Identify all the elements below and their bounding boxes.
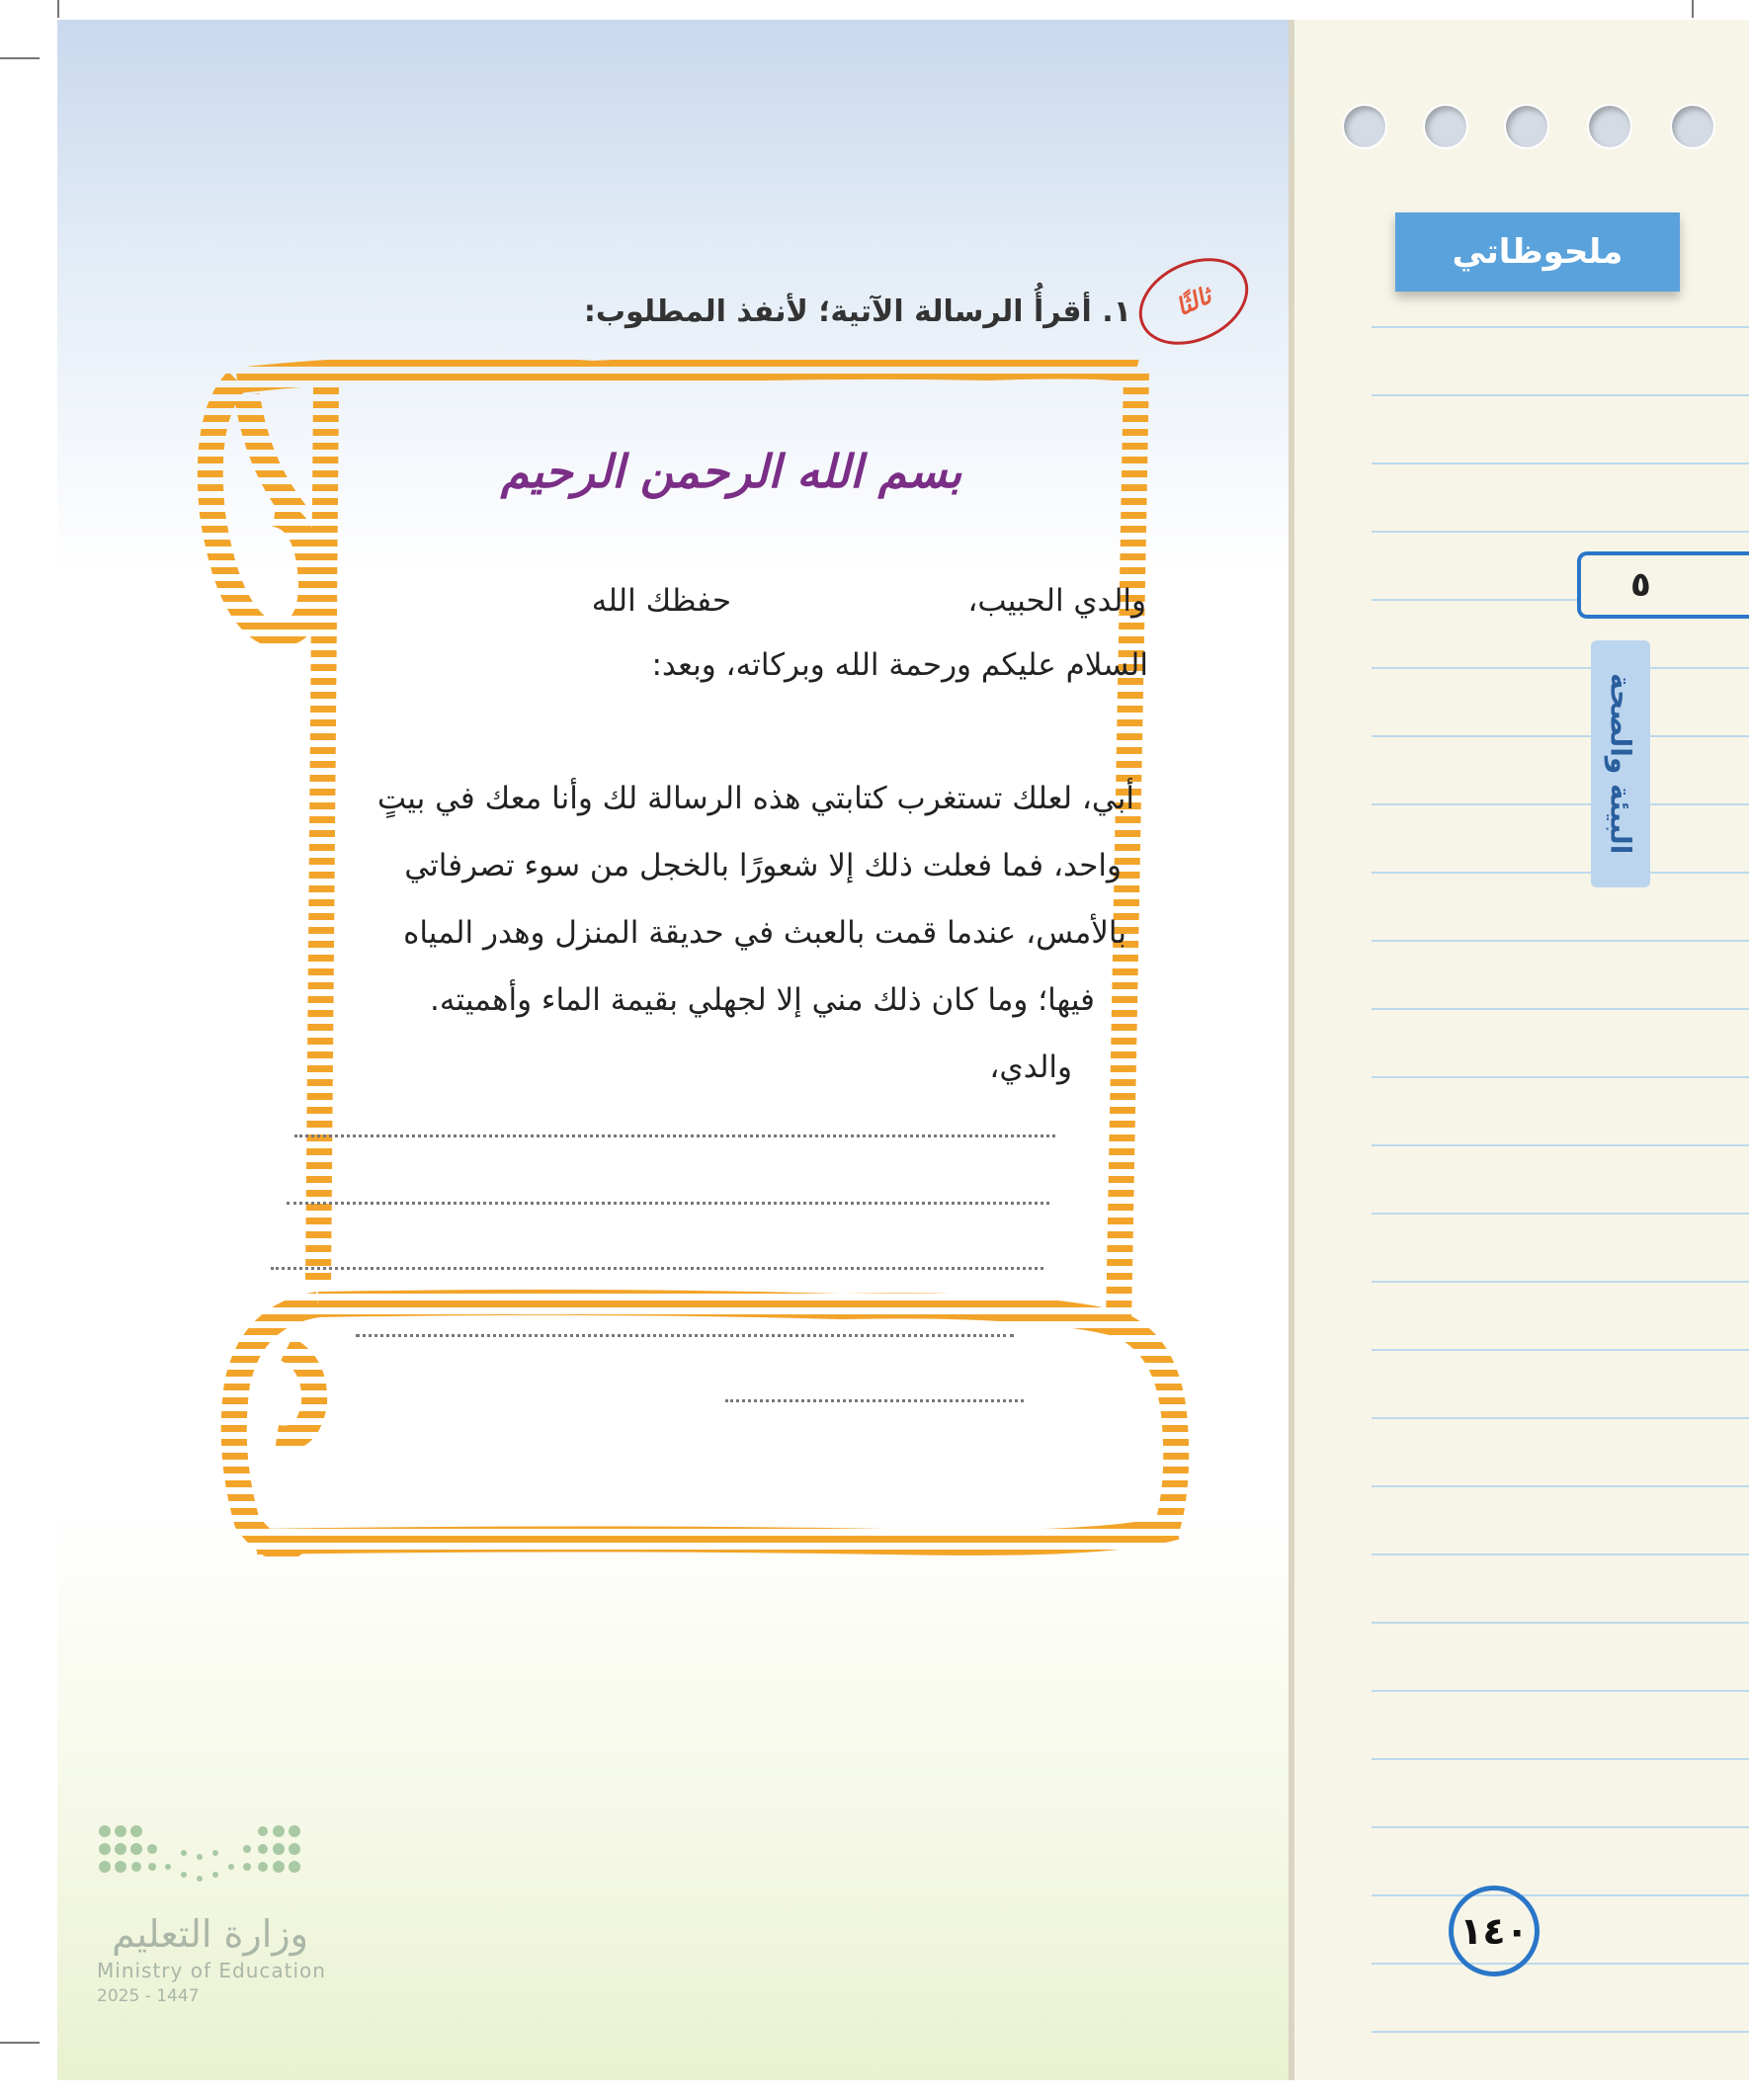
notes-tab-label: ملحوظاتي: [1452, 232, 1624, 272]
ministry-name-arabic: وزارة التعليم: [112, 1912, 308, 1956]
basmala: بسم الله الرحمن الرحيم: [500, 445, 962, 498]
page-number-text: ١٤٠: [1459, 1909, 1529, 1953]
greeting-blessing: حفظك الله: [591, 583, 731, 619]
answer-line: [356, 1334, 1014, 1337]
section-badge-label: ثالثًا: [1171, 281, 1216, 322]
exercise-instruction: ١. أقرأُ الرسالة الآتية؛ لأنفذ المطلوب:: [583, 294, 1131, 329]
ministry-name-english: Ministry of Education: [97, 1959, 326, 1982]
unit-number: ٥: [1630, 565, 1651, 605]
salutation: السلام عليكم ورحمة الله وبركاته، وبعد:: [651, 647, 1148, 683]
letter-body-line: بالأمس، عندما قمت بالعبث في حديقة المنزل وهدر المياه: [403, 915, 1126, 951]
greeting-addressee: والدي الحبيب،: [967, 583, 1146, 619]
letter-body-line: واحد، فما فعلت ذلك إلا شعورًا بالخجل من سوء تصرفاتي: [404, 848, 1122, 883]
answer-line: [271, 1267, 1043, 1270]
answer-line: [294, 1134, 1055, 1137]
answer-line: [287, 1202, 1049, 1205]
letter-body-line: أبي، لعلك تستغرب كتابتي هذه الرسالة لك وأنا معك في بيتٍ: [376, 781, 1134, 816]
scroll-outline: [210, 367, 1176, 1549]
letter-closing: والدي،: [989, 1050, 1072, 1085]
ministry-year: 2025 - 1447: [97, 1986, 200, 2006]
answer-line: [725, 1399, 1024, 1402]
unit-title: البيئة والصحة: [1604, 673, 1637, 855]
letter-body-line: فيها؛ وما كان ذلك مني إلا لجهلي بقيمة الماء وأهميته.: [430, 982, 1095, 1018]
ministry-logo-icon: [97, 1823, 309, 1894]
